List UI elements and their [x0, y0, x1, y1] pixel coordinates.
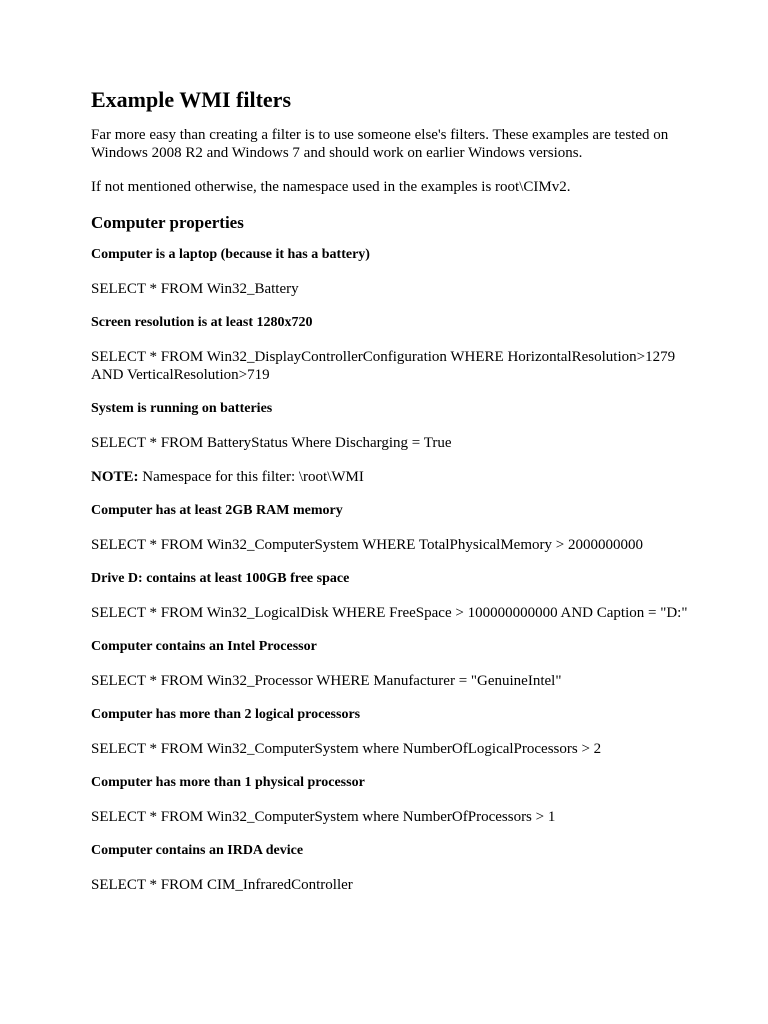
filter-query: SELECT * FROM Win32_LogicalDisk WHERE FreeSpace > 100000000000 AND Caption = "D:" — [91, 605, 688, 621]
filter-heading: Computer contains an IRDA device — [91, 843, 304, 858]
filter-heading: Computer is a laptop (because it has a battery) — [91, 247, 370, 262]
document-title: Example WMI filters — [91, 87, 292, 112]
filter-heading: Computer has at least 2GB RAM memory — [91, 503, 343, 518]
note-label: NOTE: — [91, 469, 139, 485]
filter-heading: Computer has more than 2 logical processors — [91, 707, 361, 722]
filter-note — [91, 468, 691, 486]
filter-query: SELECT * FROM Win32_ComputerSystem where NumberOfProcessors > 1 — [91, 809, 556, 825]
filter-heading: System is running on batteries — [91, 401, 273, 416]
filter-query: SELECT * FROM Win32_ComputerSystem WHERE TotalPhysicalMemory > 2000000000 — [91, 537, 643, 553]
document-page — [91, 86, 691, 910]
filter-query: SELECT * FROM Win32_DisplayControllerConfiguration WHERE HorizontalResolution>1279 AND VerticalResolution>719 — [91, 349, 676, 383]
note-text: Namespace for this filter: \root\WMI — [138, 469, 364, 485]
section-heading-computer-properties: Computer properties — [91, 213, 244, 232]
filter-heading: Drive D: contains at least 100GB free space — [91, 571, 350, 586]
filter-heading: Computer contains an Intel Processor — [91, 639, 317, 654]
namespace-paragraph: If not mentioned otherwise, the namespace used in the examples is root\CIMv2. — [91, 179, 571, 195]
filter-query: SELECT * FROM Win32_Processor WHERE Manufacturer = "GenuineIntel" — [91, 673, 562, 689]
intro-paragraph: Far more easy than creating a filter is to use someone else's filters. These examples are tested on Windows 2008 R2 and Windows 7 and should work on earlier Windows versions. — [91, 127, 669, 161]
filter-heading: Computer has more than 1 physical processor — [91, 775, 365, 790]
filter-query: SELECT * FROM Win32_ComputerSystem where NumberOfLogicalProcessors > 2 — [91, 741, 602, 757]
filter-heading: Screen resolution is at least 1280x720 — [91, 315, 313, 330]
filter-query: SELECT * FROM CIM_InfraredController — [91, 877, 353, 893]
filter-query: SELECT * FROM Win32_Battery — [91, 281, 299, 297]
filter-query: SELECT * FROM BatteryStatus Where Discharging = True — [91, 435, 452, 451]
